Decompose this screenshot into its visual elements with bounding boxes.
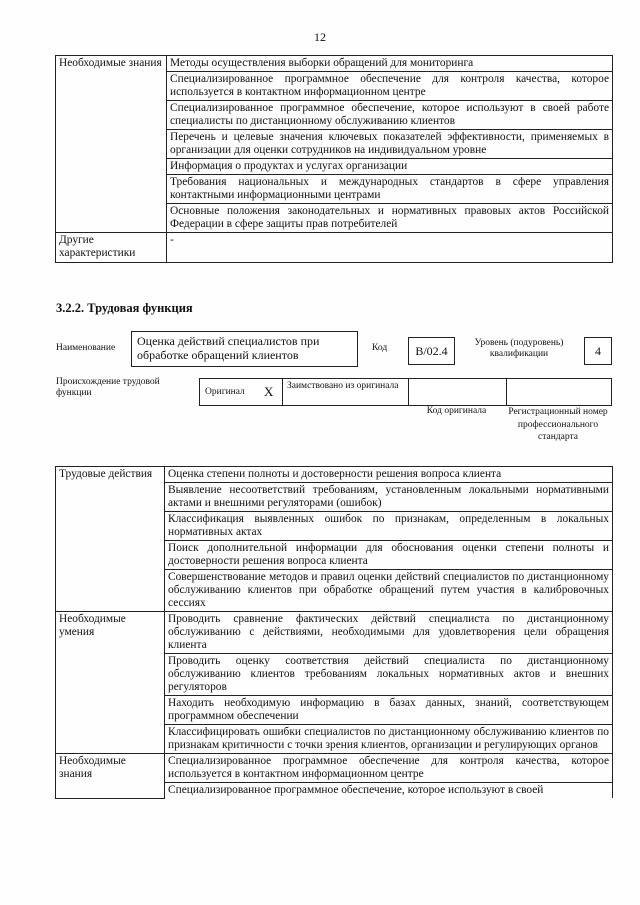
table-cell: Находить необходимую информацию в базах данных, знаний, соответствующем программном обеспечении xyxy=(165,696,613,725)
table-cell: Классификация выявленных ошибок по признакам, определенным в локальных нормативных актах xyxy=(165,512,613,541)
level-label: Уровень (подуровень) квалификации xyxy=(474,338,564,359)
function-detail-table xyxy=(55,466,613,799)
table-cell: Специализированное программное обеспечение для контроля качества, которое используется в контактном информационном центре xyxy=(165,754,613,783)
table-cell: Специализированное программное обеспечение, которое используют в своей работе специалисты по дистанционному обслуживанию клиентов xyxy=(167,101,613,130)
table-cell: Проводить оценку соответствия действий специалиста по дистанционному обслуживанию клиентов требованиям локальных нормативных актов и внешних регуляторов xyxy=(165,654,613,696)
page-number: 12 xyxy=(314,30,326,44)
original-mark: X xyxy=(264,384,274,399)
table-cell: Совершенствование методов и правил оценки действий специалистов по дистанционному обслуживанию клиентов при обработке обращений путем участия в калибровочных сессиях xyxy=(165,570,613,612)
table-cell: Информация о продуктах и услугах организации xyxy=(167,159,613,175)
code-box xyxy=(408,337,455,365)
origin-original-box xyxy=(199,378,283,406)
borrowed-label: Заимствовано из оригинала xyxy=(287,381,399,391)
code-original-box xyxy=(408,378,507,406)
table-cell: Основные положения законодательных и нормативных правовых актов Российской Федерации в сфере защиты прав потребителей xyxy=(167,204,613,233)
table-cell: Требования национальных и международных стандартов в сфере управления контактными информационными центрами xyxy=(167,175,613,204)
table-cell: Проводить сравнение фактических действий специалиста по дистанционному обслуживанию с действиями, необходимыми для удовлетворения цели обращения клиента xyxy=(165,612,613,654)
table-row xyxy=(56,467,613,483)
table-row xyxy=(56,56,613,72)
table-cell: Классифицировать ошибки специалистов по дистанционному обслуживанию клиентов по признакам критичности с точки зрения клиентов, организации и регулирующих органов xyxy=(165,725,613,754)
table-row xyxy=(56,754,613,783)
table-cell: Выявление несоответствий требованиям, установленным локальными нормативными актами и внешними регуляторами (ошибок) xyxy=(165,483,613,512)
table-cell: Методы осуществления выборки обращений для мониторинга xyxy=(167,56,613,72)
level-box xyxy=(584,337,612,365)
table-cell: - xyxy=(167,233,613,263)
table-cell: Оценка степени полноты и достоверности решения вопроса клиента xyxy=(165,467,613,483)
function-name-box xyxy=(131,331,358,367)
reg-number-label: Регистрационный номер профессионального стандарта xyxy=(508,407,608,442)
table-cell: Поиск дополнительной информации для обоснования оценки степени полноты и достоверности решения вопроса клиента xyxy=(165,541,613,570)
reg-number-box xyxy=(506,378,612,406)
origin-label: Происхождение трудовой функции xyxy=(56,377,160,398)
table-cell: Специализированное программное обеспечение для контроля качества, которое используется в контактном информационном центре xyxy=(167,72,613,101)
name-label: Наименование xyxy=(56,343,116,353)
table-cell: Перечень и целевые значения ключевых показателей эффективности, применяемых в организации для оценки сотрудников на индивидуальном уровне xyxy=(167,130,613,159)
origin-borrowed-box xyxy=(282,378,409,406)
code-value: B/02.4 xyxy=(415,344,448,358)
row-label: Необходимые умения xyxy=(56,612,165,754)
level-value: 4 xyxy=(595,344,601,358)
code-label: Код xyxy=(372,343,388,353)
section-heading: 3.2.2. Трудовая функция xyxy=(56,301,193,315)
function-name: Оценка действий специалистов при обработке обращений клиентов xyxy=(137,334,320,362)
row-label: Другие характеристики xyxy=(56,233,167,263)
row-label: Необходимые знания xyxy=(56,754,165,799)
table-row xyxy=(56,612,613,654)
knowledge-table-top xyxy=(55,55,613,263)
original-label: Оригинал xyxy=(205,387,245,397)
code-original-label: Код оригинала xyxy=(426,406,487,416)
table-row xyxy=(56,233,613,263)
row-label: Необходимые знания xyxy=(56,56,167,233)
row-label: Трудовые действия xyxy=(56,467,165,612)
table-cell: Специализированное программное обеспечение, которое используют в своей xyxy=(165,783,613,799)
